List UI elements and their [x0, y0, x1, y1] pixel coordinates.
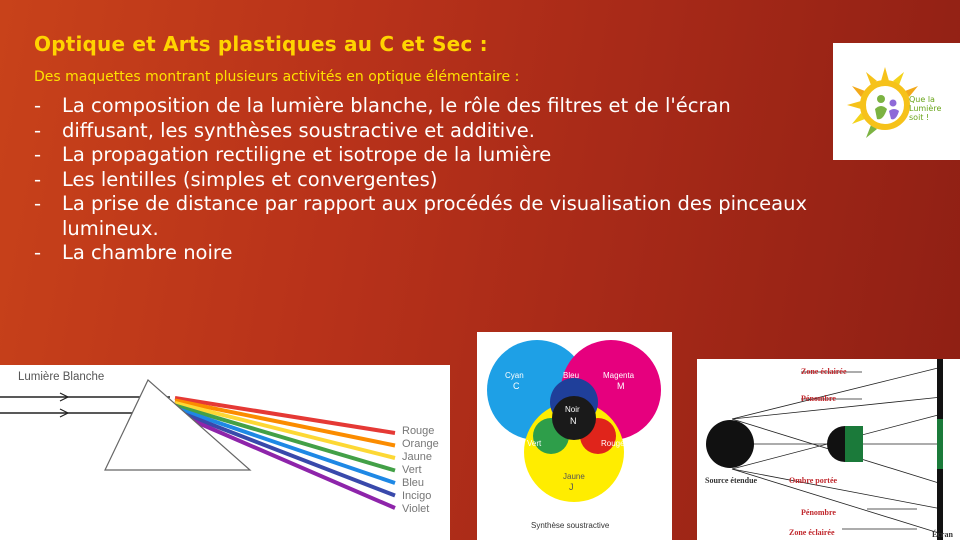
label-jaune-letter: J: [569, 482, 574, 492]
color-label: Incigo: [402, 490, 432, 502]
color-label: Violet: [402, 503, 430, 515]
color-label: Bleu: [402, 477, 425, 489]
color-label: Rouge: [402, 425, 435, 437]
label-source: Source étendue: [705, 476, 758, 485]
label-ecran: Écran: [932, 530, 953, 539]
shadow-diagram: [697, 359, 960, 540]
que-la-lumiere-logo: [833, 43, 960, 160]
label-noir-letter: N: [570, 416, 577, 426]
label-bleu: Bleu: [563, 371, 580, 380]
label-vert: Vert: [527, 439, 542, 448]
subtractive-synthesis-image: [477, 332, 672, 540]
color-label: Orange: [402, 438, 439, 450]
bullet-item: - La chambre noire: [34, 241, 914, 266]
slide-subtitle: Des maquettes montrant plusieurs activités en optique élémentaire :: [34, 69, 520, 85]
label-penombre-top: Pénombre: [801, 394, 836, 403]
shadow-on-screen: [937, 419, 943, 469]
prism-diagram: [0, 365, 450, 540]
logo-line-3: soit !: [909, 113, 930, 122]
prism-color-labels: [402, 425, 439, 516]
label-magenta-letter: M: [617, 381, 625, 391]
label-cyan-letter: C: [513, 381, 520, 391]
label-zone-bottom: Zone éclairée: [789, 528, 835, 537]
color-label: Vert: [402, 464, 422, 476]
bullet-item: - Les lentilles (simples et convergentes): [34, 168, 914, 193]
label-noir: Noir: [565, 405, 580, 414]
bullet-item-continuation: lumineux.: [62, 216, 159, 240]
logo-line-1: Que la: [909, 95, 935, 104]
label-zone-top: Zone éclairée: [801, 367, 847, 376]
label-magenta: Magenta: [603, 371, 635, 380]
logo-text: [909, 95, 953, 122]
color-label: Jaune: [402, 451, 432, 463]
bullet-list: [34, 94, 914, 266]
object-half: [845, 426, 863, 462]
extended-source: [706, 420, 754, 468]
slide-title: Optique et Arts plastiques au C et Sec :: [34, 32, 488, 56]
bullet-item: - La propagation rectiligne et isotrope de la lumière: [34, 143, 914, 168]
prism-heading: Lumière Blanche: [18, 371, 105, 383]
label-ombre: Ombre portée: [789, 476, 838, 485]
subtractive-caption: Synthèse soustractive: [531, 521, 610, 530]
bullet-item: - diffusant, les synthèses soustractive et additive.: [34, 119, 914, 144]
logo-line-2: Lumière: [909, 104, 942, 113]
bullet-item: - La composition de la lumière blanche, le rôle des filtres et de l'écran: [34, 94, 914, 119]
bullet-item: - La prise de distance par rapport aux procédés de visualisation des pinceaux: [34, 192, 914, 217]
prism-dispersion-image: [0, 365, 450, 540]
shadow-diagram-image: [697, 359, 960, 540]
label-jaune: Jaune: [563, 472, 585, 481]
label-penombre-bottom: Pénombre: [801, 508, 836, 517]
label-rouge: Rouge: [601, 439, 625, 448]
subtractive-diagram: [477, 332, 672, 540]
label-cyan: Cyan: [505, 371, 524, 380]
